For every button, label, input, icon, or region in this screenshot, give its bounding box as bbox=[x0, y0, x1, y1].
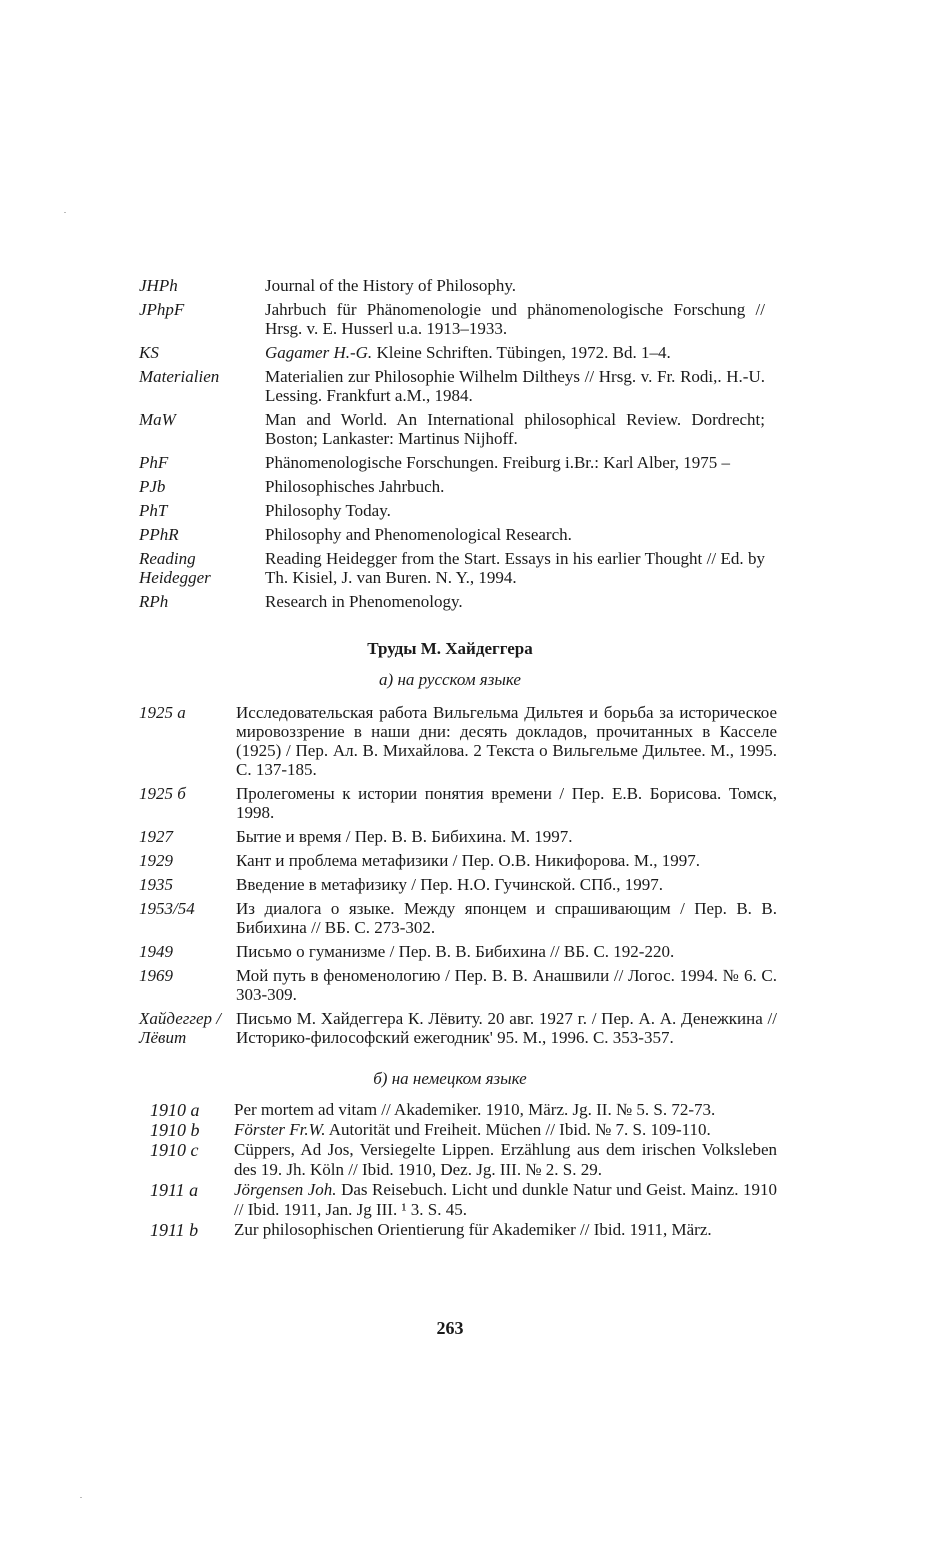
works-russian-list bbox=[139, 703, 777, 1047]
bibliography-entry bbox=[139, 784, 777, 822]
works-german-list bbox=[150, 1100, 777, 1240]
entry-year: 1949 bbox=[139, 942, 173, 961]
page-number: 263 bbox=[436, 1318, 464, 1338]
entry-year: 1953/54 bbox=[139, 899, 195, 918]
entry-year: Хайдеггер / Лёвит bbox=[139, 1009, 222, 1047]
abbreviation-key: PhF bbox=[139, 453, 169, 472]
abbreviation-text: Research in Phenomenology. bbox=[265, 592, 463, 611]
entry-year: 1935 bbox=[139, 875, 173, 894]
abbreviation-text: Phänomenologische Forschungen. Freiburg i.Br.: Karl Alber, 1975 – bbox=[265, 453, 731, 472]
abbreviation-key: Reading Heidegger bbox=[139, 549, 211, 587]
entry-text: Письмо М. Хайдеггера К. Лёвиту. 20 авг. 1927 г. / Пер. А. А. Денежкина // Историко-философский ежегодник' 95. М., 1996. С. 353-357. bbox=[236, 1009, 777, 1047]
abbreviation-entry bbox=[139, 501, 765, 520]
bibliography-entry bbox=[139, 851, 777, 870]
entry-year: 1911 b bbox=[150, 1220, 199, 1240]
entry-text: Cüppers, Ad Jos, Versiegelte Lippen. Erzählung aus dem irischen Volksleben des 19. Jh. Köln // Ibid. 1910, Dez. Jg. III. № 2. S. 29. bbox=[234, 1140, 777, 1179]
entry-year: 1925 а bbox=[139, 703, 186, 722]
abbreviation-key: Materialien bbox=[139, 367, 220, 386]
abbreviation-key: PhT bbox=[139, 501, 168, 520]
abbreviation-text: Materialien zur Philosophie Wilhelm Diltheys // Hrsg. v. Fr. Rodi,. H.-U. Lessing. Frankfurt a.M., 1984. bbox=[265, 367, 765, 405]
entry-year: 1910 b bbox=[150, 1120, 200, 1140]
abbreviation-text: Philosophisches Jahrbuch. bbox=[265, 477, 445, 496]
entry-year: 1911 a bbox=[150, 1180, 199, 1200]
bibliography-entry bbox=[139, 827, 777, 846]
section-title: Труды М. Хайдеггера bbox=[367, 639, 533, 658]
bibliography-entry bbox=[139, 942, 777, 961]
bibliography-entry bbox=[150, 1100, 777, 1120]
entry-text: Кант и проблема метафизики / Пер. О.В. Никифорова. М., 1997. bbox=[236, 851, 700, 870]
entry-text: Введение в метафизику / Пер. Н.О. Гучинской. СПб., 1997. bbox=[236, 875, 664, 894]
bibliography-entry bbox=[150, 1180, 777, 1220]
entry-text: Per mortem ad vitam // Akademiker. 1910, März. Jg. II. № 5. S. 72-73. bbox=[234, 1100, 716, 1119]
abbreviation-key: RPh bbox=[139, 592, 169, 611]
bibliography-entry bbox=[139, 966, 777, 1004]
bibliography-entry bbox=[139, 899, 777, 937]
scan-speck bbox=[64, 212, 66, 213]
bibliography-entry bbox=[150, 1140, 777, 1180]
abbreviation-entry bbox=[139, 367, 765, 405]
entry-year: 1910 c bbox=[150, 1140, 199, 1160]
author-name: Jörgensen Joh. bbox=[234, 1180, 337, 1199]
abbreviation-key: MaW bbox=[139, 410, 176, 429]
entry-text: Мой путь в феноменологию / Пер. В. В. Анашвили // Логос. 1994. № 6. С. 303-309. bbox=[236, 966, 777, 1004]
abbreviation-entry bbox=[139, 525, 765, 544]
scan-speck bbox=[80, 1497, 82, 1498]
entry-text: Zur philosophischen Orientierung für Akademiker // Ibid. 1911, März. bbox=[234, 1220, 712, 1239]
entry-year: 1925 б bbox=[139, 784, 186, 803]
abbreviation-entry bbox=[139, 276, 765, 295]
entry-text: Письмо о гуманизме / Пер. В. В. Бибихина // ВБ. С. 192-220. bbox=[236, 942, 675, 961]
abbreviation-text: Man and World. An International philosophical Review. Dordrecht; Boston; Lankaster: Martinus Nijhoff. bbox=[265, 410, 765, 448]
abbreviation-entry bbox=[139, 592, 765, 611]
abbreviations-list bbox=[139, 276, 765, 611]
subsection-title-german: б) на немецком языке bbox=[373, 1069, 527, 1088]
entry-text: Пролегомены к истории понятия времени / Пер. Е.В. Борисова. Томск, 1998. bbox=[236, 784, 777, 822]
bibliography-entry bbox=[139, 703, 777, 779]
abbreviation-key: JPhpF bbox=[139, 300, 185, 319]
subsection-title-russian: а) на русском языке bbox=[379, 670, 521, 689]
entry-year: 1929 bbox=[139, 851, 173, 870]
title-text: Kleine Schriften. Tübingen, 1972. Bd. 1–4. bbox=[372, 343, 671, 362]
abbreviation-text: Reading Heidegger from the Start. Essays in his earlier Thought // Ed. by Th. Kisiel, J. van Buren. N. Y., 1994. bbox=[265, 549, 765, 587]
bibliography-entry bbox=[139, 875, 777, 894]
title-text: Autorität und Freiheit. Müchen // Ibid. № 7. S. 109-110. bbox=[325, 1120, 711, 1139]
entry-year: 1969 bbox=[139, 966, 173, 985]
abbreviation-entry bbox=[139, 343, 765, 362]
abbreviation-entry bbox=[139, 300, 765, 338]
entry-text: Исследовательская работа Вильгельма Дильтея и борьба за историческое мировоззрение в наши дни: десять докладов, прочитанных в Касселе (1925) / Пер. Ал. В. Михайлова. 2 Текста о Вильгельме Дильтее. М., 1995. С. 137-185. bbox=[236, 703, 777, 779]
abbreviation-entry bbox=[139, 549, 765, 587]
abbreviation-key: PJb bbox=[139, 477, 166, 496]
abbreviation-key: JHPh bbox=[139, 276, 178, 295]
bibliography-entry bbox=[150, 1220, 777, 1240]
bibliography-entry bbox=[150, 1120, 777, 1140]
abbreviation-entry bbox=[139, 453, 765, 472]
author-name: Förster Fr.W. bbox=[234, 1120, 326, 1139]
abbreviation-text: Philosophy Today. bbox=[265, 501, 391, 520]
abbreviation-key: KS bbox=[139, 343, 159, 362]
title-text: Das Reisebuch. Licht und dunkle Natur und Geist. Mainz. 1910 // Ibid. 1911, Jan. Jg III. ¹ 3. S. 45. bbox=[234, 1180, 777, 1219]
author-name: Gagamer H.-G. bbox=[265, 343, 373, 362]
entry-year: 1927 bbox=[139, 827, 173, 846]
abbreviation-text: Jahrbuch für Phänomenologie und phänomenologische Forschung // Hrsg. v. E. Husserl u.a. 1913–1933. bbox=[265, 300, 765, 338]
abbreviation-text: Journal of the History of Philosophy. bbox=[265, 276, 517, 295]
entry-text bbox=[234, 1180, 777, 1220]
entry-text: Из диалога о языке. Между японцем и спрашивающим / Пер. В. В. Бибихина // ВБ. С. 273-302. bbox=[236, 899, 777, 937]
entry-text: Бытие и время / Пер. В. В. Бибихина. М. 1997. bbox=[236, 827, 573, 846]
abbreviation-text bbox=[265, 343, 765, 362]
bibliography-entry bbox=[139, 1009, 777, 1047]
abbreviation-text: Philosophy and Phenomenological Research. bbox=[265, 525, 572, 544]
abbreviation-key: PPhR bbox=[139, 525, 179, 544]
entry-text bbox=[234, 1120, 777, 1140]
abbreviation-entry bbox=[139, 477, 765, 496]
abbreviation-entry bbox=[139, 410, 765, 448]
entry-year: 1910 a bbox=[150, 1100, 200, 1120]
